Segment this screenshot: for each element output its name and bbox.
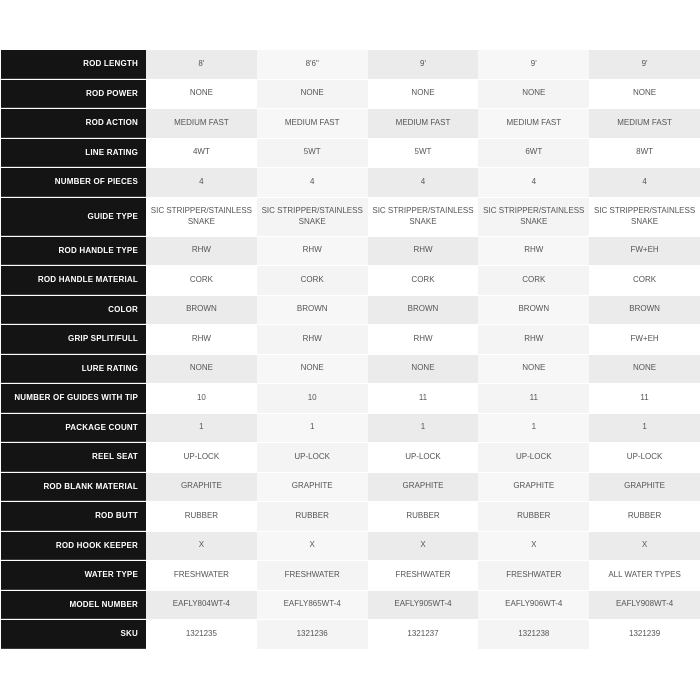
row-label: GUIDE TYPE bbox=[1, 198, 146, 236]
spec-value: NONE bbox=[368, 80, 479, 109]
spec-value: RUBBER bbox=[478, 502, 589, 531]
spec-value: MEDIUM FAST bbox=[257, 109, 368, 138]
row-label: LINE RATING bbox=[1, 139, 146, 168]
spec-value: FRESHWATER bbox=[257, 561, 368, 590]
spec-value: FW+EH bbox=[589, 237, 700, 266]
spec-value: BROWN bbox=[478, 296, 589, 325]
spec-value: EAFLY804WT-4 bbox=[146, 591, 257, 620]
spec-row-number-of-pieces bbox=[1, 168, 700, 198]
spec-value: EAFLY865WT-4 bbox=[257, 591, 368, 620]
spec-row-rod-hook-keeper bbox=[1, 532, 700, 562]
spec-value: RHW bbox=[146, 237, 257, 266]
spec-row-number-of-guides-with-tip bbox=[1, 384, 700, 414]
spec-row-rod-blank-material bbox=[1, 473, 700, 503]
spec-value: 8' bbox=[146, 50, 257, 79]
spec-value: 1 bbox=[257, 414, 368, 443]
spec-value: 1321239 bbox=[589, 620, 700, 649]
spec-value: MEDIUM FAST bbox=[589, 109, 700, 138]
spec-value: UP-LOCK bbox=[478, 443, 589, 472]
spec-value: CORK bbox=[146, 266, 257, 295]
row-label: COLOR bbox=[1, 296, 146, 325]
spec-row-rod-length bbox=[1, 50, 700, 80]
spec-value: 10 bbox=[257, 384, 368, 413]
spec-value: RHW bbox=[478, 325, 589, 354]
spec-value: RHW bbox=[257, 325, 368, 354]
spec-value: 5WT bbox=[257, 139, 368, 168]
spec-value: 11 bbox=[368, 384, 479, 413]
spec-value: 11 bbox=[589, 384, 700, 413]
spec-value: MEDIUM FAST bbox=[368, 109, 479, 138]
spec-row-rod-action bbox=[1, 109, 700, 139]
spec-value: 1 bbox=[478, 414, 589, 443]
spec-value: GRAPHITE bbox=[478, 473, 589, 502]
spec-value: X bbox=[368, 532, 479, 561]
spec-value: FRESHWATER bbox=[146, 561, 257, 590]
spec-table bbox=[1, 50, 700, 650]
spec-value: GRAPHITE bbox=[368, 473, 479, 502]
spec-value: X bbox=[478, 532, 589, 561]
spec-value: 1321238 bbox=[478, 620, 589, 649]
spec-value: UP-LOCK bbox=[368, 443, 479, 472]
spec-value: BROWN bbox=[257, 296, 368, 325]
row-label: ROD BLANK MATERIAL bbox=[1, 473, 146, 502]
spec-value: X bbox=[146, 532, 257, 561]
spec-value: RUBBER bbox=[257, 502, 368, 531]
row-label: NUMBER OF PIECES bbox=[1, 168, 146, 197]
spec-value: 4WT bbox=[146, 139, 257, 168]
spec-value: FW+EH bbox=[589, 325, 700, 354]
spec-value: EAFLY906WT-4 bbox=[478, 591, 589, 620]
spec-row-rod-butt bbox=[1, 502, 700, 532]
spec-value: NONE bbox=[478, 355, 589, 384]
spec-value: RHW bbox=[368, 237, 479, 266]
spec-value: UP-LOCK bbox=[589, 443, 700, 472]
spec-value: SIC STRIPPER/STAINLESS SNAKE bbox=[146, 198, 257, 236]
spec-row-line-rating bbox=[1, 139, 700, 169]
row-label: LURE RATING bbox=[1, 355, 146, 384]
spec-value: FRESHWATER bbox=[478, 561, 589, 590]
spec-value: GRAPHITE bbox=[257, 473, 368, 502]
spec-row-rod-power bbox=[1, 80, 700, 110]
row-label: ROD LENGTH bbox=[1, 50, 146, 79]
row-label: SKU bbox=[1, 620, 146, 649]
spec-value: 9' bbox=[478, 50, 589, 79]
spec-value: BROWN bbox=[146, 296, 257, 325]
spec-value: RHW bbox=[257, 237, 368, 266]
row-label: ROD HANDLE TYPE bbox=[1, 237, 146, 266]
spec-value: NONE bbox=[589, 80, 700, 109]
spec-value: X bbox=[257, 532, 368, 561]
row-label: PACKAGE COUNT bbox=[1, 414, 146, 443]
spec-value: BROWN bbox=[589, 296, 700, 325]
spec-value: EAFLY905WT-4 bbox=[368, 591, 479, 620]
row-label: ROD HANDLE MATERIAL bbox=[1, 266, 146, 295]
spec-row-guide-type bbox=[1, 198, 700, 237]
spec-value: 4 bbox=[589, 168, 700, 197]
spec-value: SIC STRIPPER/STAINLESS SNAKE bbox=[589, 198, 700, 236]
row-label: ROD HOOK KEEPER bbox=[1, 532, 146, 561]
row-label: ROD BUTT bbox=[1, 502, 146, 531]
row-label: WATER TYPE bbox=[1, 561, 146, 590]
spec-value: 1 bbox=[146, 414, 257, 443]
spec-value: MEDIUM FAST bbox=[478, 109, 589, 138]
spec-row-grip-split-full bbox=[1, 325, 700, 355]
spec-value: 9' bbox=[368, 50, 479, 79]
spec-row-package-count bbox=[1, 414, 700, 444]
row-label: GRIP SPLIT/FULL bbox=[1, 325, 146, 354]
spec-value: ALL WATER TYPES bbox=[589, 561, 700, 590]
row-label: MODEL NUMBER bbox=[1, 591, 146, 620]
row-label: ROD POWER bbox=[1, 80, 146, 109]
spec-value: RUBBER bbox=[589, 502, 700, 531]
spec-value: 9' bbox=[589, 50, 700, 79]
spec-value: CORK bbox=[257, 266, 368, 295]
spec-value: UP-LOCK bbox=[146, 443, 257, 472]
spec-value: MEDIUM FAST bbox=[146, 109, 257, 138]
spec-value: RUBBER bbox=[368, 502, 479, 531]
spec-value: UP-LOCK bbox=[257, 443, 368, 472]
spec-value: NONE bbox=[146, 355, 257, 384]
spec-value: NONE bbox=[257, 80, 368, 109]
spec-value: SIC STRIPPER/STAINLESS SNAKE bbox=[257, 198, 368, 236]
spec-row-rod-handle-type bbox=[1, 237, 700, 267]
spec-value: 1 bbox=[368, 414, 479, 443]
spec-row-color bbox=[1, 296, 700, 326]
spec-value: 1321236 bbox=[257, 620, 368, 649]
spec-row-reel-seat bbox=[1, 443, 700, 473]
spec-row-lure-rating bbox=[1, 355, 700, 385]
spec-value: EAFLY908WT-4 bbox=[589, 591, 700, 620]
spec-value: 8'6" bbox=[257, 50, 368, 79]
spec-value: 6WT bbox=[478, 139, 589, 168]
spec-value: 10 bbox=[146, 384, 257, 413]
spec-value: GRAPHITE bbox=[146, 473, 257, 502]
spec-value: 5WT bbox=[368, 139, 479, 168]
spec-value: 1 bbox=[589, 414, 700, 443]
spec-value: NONE bbox=[257, 355, 368, 384]
spec-value: NONE bbox=[589, 355, 700, 384]
spec-value: RHW bbox=[368, 325, 479, 354]
spec-value: NONE bbox=[146, 80, 257, 109]
spec-value: SIC STRIPPER/STAINLESS SNAKE bbox=[368, 198, 479, 236]
spec-row-water-type bbox=[1, 561, 700, 591]
spec-value: RUBBER bbox=[146, 502, 257, 531]
spec-value: SIC STRIPPER/STAINLESS SNAKE bbox=[478, 198, 589, 236]
row-label: NUMBER OF GUIDES WITH TIP bbox=[1, 384, 146, 413]
spec-value: 8WT bbox=[589, 139, 700, 168]
spec-value: GRAPHITE bbox=[589, 473, 700, 502]
spec-value: 4 bbox=[478, 168, 589, 197]
spec-value: CORK bbox=[368, 266, 479, 295]
spec-value: CORK bbox=[589, 266, 700, 295]
spec-value: 4 bbox=[257, 168, 368, 197]
spec-value: NONE bbox=[478, 80, 589, 109]
spec-value: NONE bbox=[368, 355, 479, 384]
spec-value: BROWN bbox=[368, 296, 479, 325]
spec-value: CORK bbox=[478, 266, 589, 295]
spec-value: 4 bbox=[368, 168, 479, 197]
spec-row-sku bbox=[1, 620, 700, 650]
spec-value: X bbox=[589, 532, 700, 561]
row-label: ROD ACTION bbox=[1, 109, 146, 138]
spec-value: 1321235 bbox=[146, 620, 257, 649]
spec-value: RHW bbox=[146, 325, 257, 354]
spec-value: FRESHWATER bbox=[368, 561, 479, 590]
spec-value: RHW bbox=[478, 237, 589, 266]
spec-row-rod-handle-material bbox=[1, 266, 700, 296]
spec-value: 11 bbox=[478, 384, 589, 413]
spec-row-model-number bbox=[1, 591, 700, 621]
row-label: REEL SEAT bbox=[1, 443, 146, 472]
spec-value: 1321237 bbox=[368, 620, 479, 649]
spec-value: 4 bbox=[146, 168, 257, 197]
